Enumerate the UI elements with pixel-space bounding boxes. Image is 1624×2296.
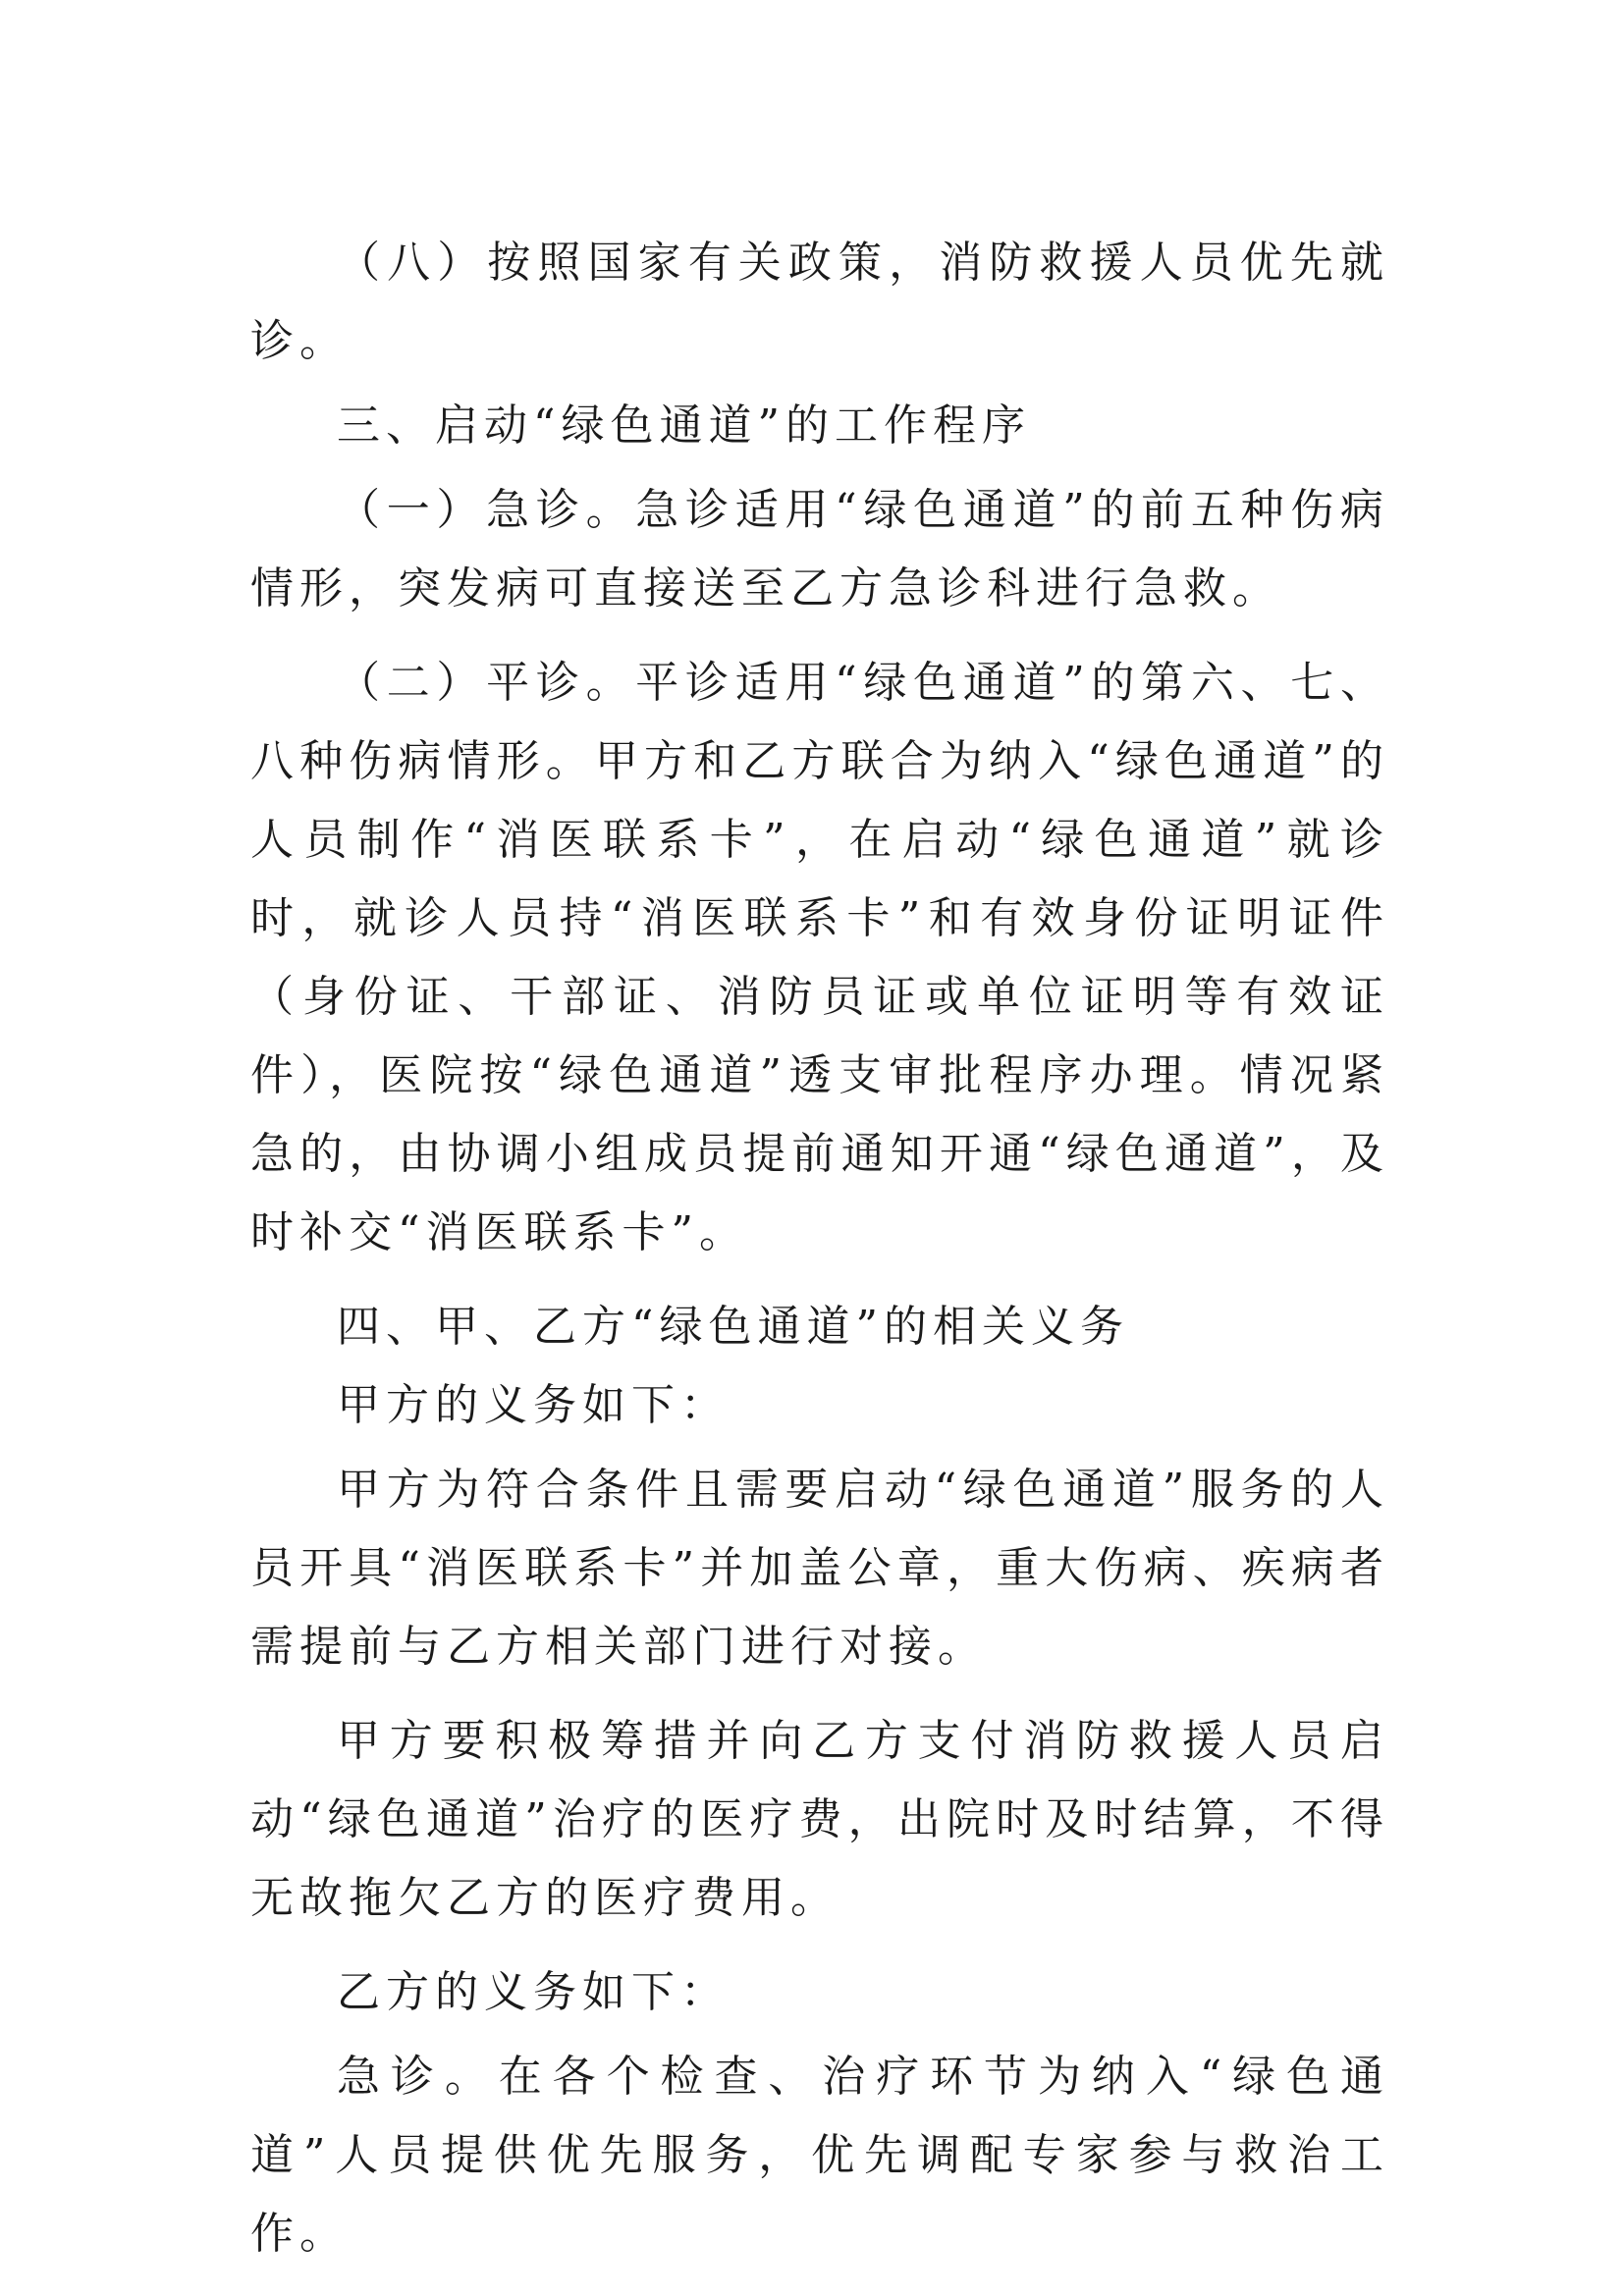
section-heading-obligations: 四、甲、乙方“绿色通道”的相关义务: [337, 1302, 1129, 1352]
section-heading-procedure: 三、启动“绿色通道”的工作程序: [337, 400, 1031, 451]
paragraph-item-8: （八）按照国家有关政策，消防救援人员优先就诊。: [250, 238, 1389, 366]
party-a-obligations-heading: 甲方的义务如下：: [337, 1380, 730, 1430]
document-body: [250, 224, 1389, 2273]
party-b-obligation-emergency: 急诊。在各个检查、治疗环节为纳入“绿色通道”人员提供优先服务，优先调配专家参与救治工作。: [250, 2052, 1389, 2259]
party-a-obligation-2: 甲方要积极筹措并向乙方支付消防救援人员启动“绿色通道”治疗的医疗费，出院时及时结算，不得无故拖欠乙方的医疗费用。: [250, 1716, 1389, 1923]
paragraph-emergency: （一）急诊。急诊适用“绿色通道”的前五种伤病情形，突发病可直接送至乙方急诊科进行急救。: [250, 485, 1389, 614]
party-b-obligations-heading: 乙方的义务如下：: [337, 1967, 730, 2017]
paragraph-routine: （二）平诊。平诊适用“绿色通道”的第六、七、八种伤病情形。甲方和乙方联合为纳入“绿色通道”的人员制作“消医联系卡”，在启动“绿色通道”就诊时，就诊人员持“消医联系卡”和有效身份证明证件（身份证、干部证、消防员证或单位证明等有效证件），医院按“绿色通道”透支审批程序办理。情况紧急的，由协调小组成员提前通知开通“绿色通道”，及时补交“消医联系卡”。: [250, 658, 1389, 1257]
party-a-obligation-1: 甲方为符合条件且需要启动“绿色通道”服务的人员开具“消医联系卡”并加盖公章，重大伤病、疾病者需提前与乙方相关部门进行对接。: [250, 1465, 1389, 1672]
